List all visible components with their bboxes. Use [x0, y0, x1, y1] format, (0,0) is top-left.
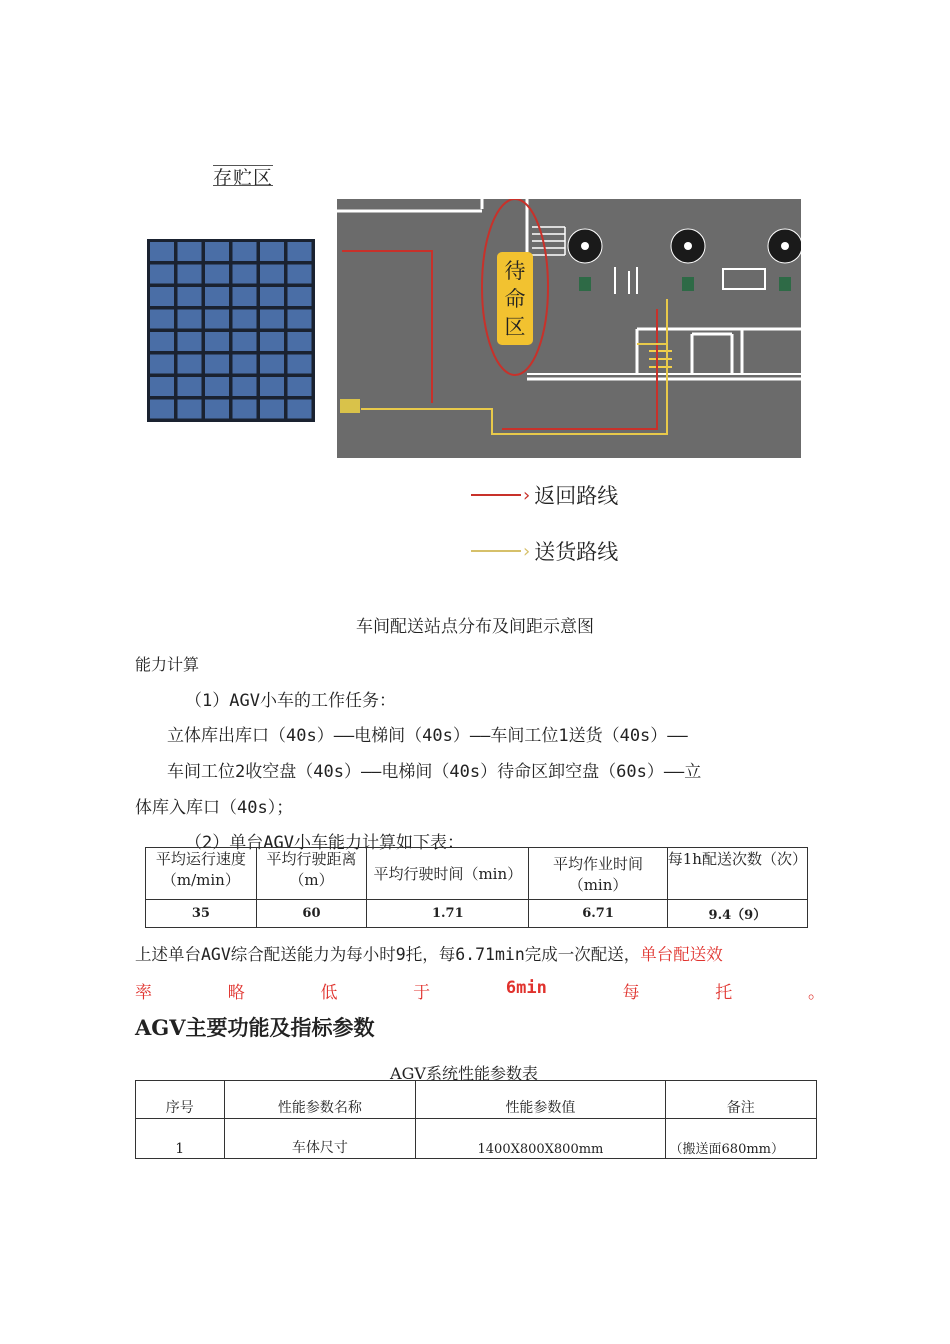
table-cell: 1400X800X800mm — [416, 1119, 665, 1159]
table-header-cell: 序号 — [136, 1081, 225, 1119]
task-line-2: 车间工位2收空盘（40s）——电梯间（40s）待命区卸空盘（60s）——立 — [167, 762, 702, 782]
rack-cell — [288, 310, 312, 329]
table-cell: 9.4（9） — [667, 900, 807, 928]
section-title: 能力计算 — [135, 655, 200, 674]
table-header-cell: 性能参数值 — [416, 1081, 665, 1119]
table-cell: 车体尺寸 — [224, 1119, 416, 1159]
rack-cell — [150, 332, 174, 351]
summary-word: 6min — [505, 978, 547, 998]
table-cell: 1 — [136, 1119, 225, 1159]
rack-cell — [233, 287, 257, 306]
rack-cell — [150, 242, 174, 261]
rack-cell — [205, 310, 229, 329]
rack-cell — [260, 310, 284, 329]
legend-delivery-label: 送货路线 — [534, 540, 619, 564]
rack-cell — [260, 400, 284, 419]
rack-cell — [233, 332, 257, 351]
rack-cell — [178, 332, 202, 351]
table-header-cell: 平均运行速度（m/min） — [146, 848, 257, 900]
rack-cell — [288, 377, 312, 396]
legend-delivery-route — [471, 536, 618, 566]
summary-line-2 — [135, 978, 825, 1003]
rack-cell — [260, 377, 284, 396]
rack-cell — [260, 287, 284, 306]
summary-word: 每 — [622, 983, 640, 1003]
task-line-3: 体库入库口（40s）； — [135, 798, 294, 818]
rack-cell — [233, 377, 257, 396]
rack-cell — [150, 287, 174, 306]
rack-cell — [288, 287, 312, 306]
section-heading: AGV主要功能及指标参数 — [135, 1015, 375, 1040]
summary-word: 低 — [320, 983, 338, 1003]
rack-cell — [150, 310, 174, 329]
rack-cell — [288, 265, 312, 284]
summary-word: 率 — [135, 983, 152, 1003]
table-cell: 35 — [146, 900, 257, 928]
table-header-cell: 性能参数名称 — [224, 1081, 416, 1119]
table-header-cell: 平均作业时间（min） — [529, 848, 667, 900]
storage-area-label: 存贮区 — [213, 163, 273, 190]
summary-word: 略 — [227, 983, 245, 1003]
table-row — [146, 900, 808, 928]
rack-cell — [233, 355, 257, 374]
table-cell: 1.71 — [367, 900, 529, 928]
rack-cell — [205, 242, 229, 261]
legend-delivery-line — [471, 550, 521, 552]
standby-area-char-2: 命 — [504, 287, 526, 311]
legend-return-route — [471, 480, 618, 510]
table-title: AGV系统性能参数表 — [390, 1064, 538, 1083]
table-header-cell: 每1h配送次数（次） — [667, 848, 807, 900]
table-cell: 60 — [256, 900, 366, 928]
param-table — [135, 1080, 817, 1159]
rack-cell — [205, 265, 229, 284]
table-header-cell: 备注 — [665, 1081, 816, 1119]
rack-cell — [288, 242, 312, 261]
rack-cell — [178, 287, 202, 306]
rack-cell — [150, 265, 174, 284]
summary-highlight: 单台配送效 — [640, 945, 723, 964]
summary-word: 于 — [413, 983, 431, 1003]
rack-cell — [233, 265, 257, 284]
rack-cell — [288, 332, 312, 351]
rack-cell — [205, 287, 229, 306]
rack-cell — [178, 242, 202, 261]
rack-cell — [288, 400, 312, 419]
table-header-row — [146, 848, 808, 900]
task-line-1: 立体库出库口（40s）——电梯间（40s）——车间工位1送货（40s）—— — [167, 726, 688, 746]
arrow-right-icon: › — [523, 484, 531, 506]
legend-return-line — [471, 494, 521, 496]
rack-cell — [260, 332, 284, 351]
storage-rack-image — [147, 239, 315, 422]
rack-cell — [233, 400, 257, 419]
rack-cell — [178, 400, 202, 419]
figure-caption: 车间配送站点分布及间距示意图 — [356, 617, 594, 637]
table-header-cell: 平均行驶距离（m） — [256, 848, 366, 900]
storage-rack-grid — [147, 239, 315, 422]
table-row — [136, 1119, 817, 1159]
rack-cell — [260, 355, 284, 374]
standby-area-char-3: 区 — [504, 315, 526, 339]
calc-heading: （2）单台AGV小车能力计算如下表： — [185, 833, 464, 853]
rack-cell — [288, 355, 312, 374]
rack-cell — [178, 265, 202, 284]
rack-cell — [150, 377, 174, 396]
summary-text: 上述单台AGV综合配送能力为每小时9托，每6.71min完成一次配送， — [135, 945, 641, 964]
table-header-cell: 平均行驶时间（min） — [367, 848, 529, 900]
rack-cell — [260, 242, 284, 261]
rack-cell — [178, 355, 202, 374]
rack-cell — [233, 310, 257, 329]
rack-cell — [178, 310, 202, 329]
standby-area-char-1: 待 — [504, 259, 526, 283]
rack-cell — [205, 332, 229, 351]
rack-cell — [205, 377, 229, 396]
summary-word: 。 — [807, 983, 825, 1003]
rack-cell — [233, 242, 257, 261]
table-cell: （搬送面680mm） — [665, 1119, 816, 1159]
workshop-map — [337, 199, 801, 458]
task-heading: （1）AGV小车的工作任务： — [185, 691, 396, 711]
table-cell: 6.71 — [529, 900, 667, 928]
legend-return-label: 返回路线 — [534, 484, 619, 508]
table-header-row — [136, 1081, 817, 1119]
summary-word: 托 — [715, 983, 733, 1003]
capacity-table — [145, 847, 808, 928]
summary-line-1 — [135, 941, 723, 965]
rack-cell — [178, 377, 202, 396]
workshop-map-drawing — [337, 199, 801, 458]
rack-cell — [205, 355, 229, 374]
arrow-right-icon: › — [523, 540, 531, 562]
rack-cell — [260, 265, 284, 284]
rack-cell — [150, 355, 174, 374]
rack-cell — [205, 400, 229, 419]
rack-cell — [150, 400, 174, 419]
